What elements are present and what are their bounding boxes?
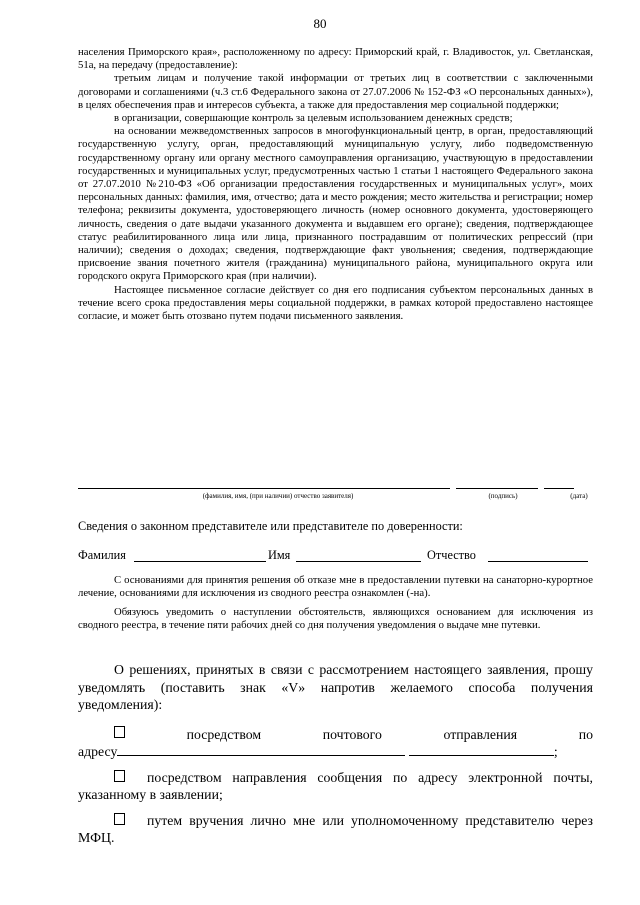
representative-title: Сведения о законном представителе или представителе по доверенности: [78,519,463,533]
signature-caption: (подпись) [488,492,518,500]
applicant-name-caption: (фамилия, имя, (при наличии) отчество заявителя) [202,492,354,500]
consent-text [78,46,593,323]
notice-obligation: Обязуюсь уведомить о наступлении обстоятельств, являющихся основанием для исключения из сводного реестра, в течение пяти рабочих дней со дня получения уведомления о выдаче мне путевки. [78,605,593,631]
mail-word-3: отправления [443,726,518,742]
mfc-option-label: путем вручения лично мне или уполномоченному представителю через МФЦ. [78,812,593,845]
mail-address-field-extra[interactable] [409,743,554,756]
signature-line[interactable] [456,488,538,489]
first-name-field[interactable] [296,561,421,562]
option-mail [78,726,593,761]
mfc-checkbox[interactable] [114,813,125,825]
signature-row [78,480,593,510]
option-email [78,769,593,804]
paragraph-third-parties: третьим лицам и получение такой информации от третьих лиц в соответствии с заключенными договорами и соглашениями (ч.3 ст.6 Федерального закона от 27.07.2006 № 152-ФЗ «О персональных данных»), в целях обеспечения прав и интересов субъекта, а также для предоставления мер социальной поддержки; [78,72,593,111]
mail-word-2: почтового [322,726,382,742]
patronymic-label: Отчество [427,548,476,562]
surname-label: Фамилия [78,548,126,562]
patronymic-field[interactable] [488,561,588,562]
paragraph-consent-validity: Настоящее письменное согласие действует со дня его подписания субъектом персональных данных в течение всего срока предоставления меры социальной поддержки, в рамках которой предоставлено настоящее согласие, и может быть отозвано путем подачи письменного заявления. [78,283,593,323]
notification-request: О решениях, принятых в связи с рассмотрением настоящего заявления, прошу уведомлять (поставить знак «V» напротив желаемого способа получения уведомления): [78,662,593,712]
applicant-name-line[interactable] [78,488,450,489]
mail-word-4: по [578,726,593,742]
option-mfc [78,812,593,847]
paragraph-interagency-requests: на основании межведомственных запросов в многофункциональный центр, в орган, предоставляющий государственную услугу, орган, предоставляющий муниципальную услугу, либо подведомственную государственному органу или органу местного самоуправления организацию, участвующую в предоставлении государственных и муниципальных услуг, предусмотренных частью 1 статьи 1 настоящего Федерального закона от 27.07.2010 №210-ФЗ «Об организации предоставления государственных и муниципальных услуг», моих персональных данных: фамилия, имя, отчество; дата и место рождения; место жительства и регистрации; номер телефона; реквизиты документа, удостоверяющего личность (номер основного документа, удостоверяющего личность, сведения о дате выдачи указанного документа и выдавшем его органе); сведения, подтверждающее статус реабилитированного лица или лица, признанного пострадавшим от политических репрессий (при наличии); сведения о доходах; сведения, подтверждающие факт увольнения; сведения, подтверждающие присвоение звания почетного жителя (гражданина) муниципального района, муниципального округа или городского округа Приморского края (при наличии). [78,125,593,283]
date-line[interactable] [544,488,574,489]
email-checkbox[interactable] [114,770,125,782]
mail-word-1: посредством [186,726,262,742]
mail-address-label: адресу [78,744,118,759]
paragraph-control-orgs: в организации, совершающие контроль за целевым использованием денежных средств; [114,112,513,125]
first-name-label: Имя [268,548,291,562]
notices [78,574,593,637]
notification-section [78,661,593,847]
email-option-label: посредством направления сообщения по адресу электронной почты, указанному в заявлении; [78,769,593,802]
surname-field[interactable] [134,561,266,562]
date-caption: (дата) [570,492,588,500]
mail-address-field[interactable] [117,743,405,756]
mail-end: ; [553,744,558,759]
mail-checkbox[interactable] [114,726,125,738]
notice-grounds: С основаниями для принятия решения об отказе мне в предоставлении путевки на санаторно-курортное лечение, основаниями для исключения из сводного реестра ознакомлен (-на). [78,574,593,600]
representative-name-row [78,548,593,566]
paragraph-address: населения Приморского края», расположенному по адресу: Приморский край, г. Владивосток, ул. Светланская, 51а, на передачу (предоставление): [78,46,593,72]
page-number: 80 [313,16,327,31]
